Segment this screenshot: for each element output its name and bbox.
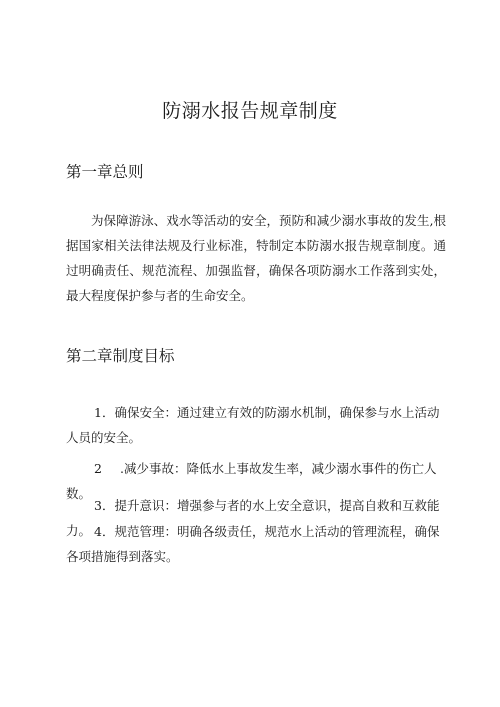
goal-item-text: ．提升意识：增强参与者的水上安全意识，提高自救和互救能力。 xyxy=(66,498,440,538)
chapter-2-heading: 第二章制度目标 xyxy=(66,347,175,365)
goal-item-4 xyxy=(66,519,446,569)
goal-item-1 xyxy=(66,400,446,450)
goal-item-text: ．确保安全：通过建立有效的防溺水机制，确保参与水上活动人员的安全。 xyxy=(66,405,440,445)
goal-item-text: ．规范管理：明确各级责任，规范水上活动的管理流程，确保各项措施得到落实。 xyxy=(66,524,440,564)
goal-item-text: .减少事故：降低水上事故发生率，减少溺水事件的伤亡人数。 xyxy=(66,461,437,501)
goal-item-number: 1 xyxy=(94,405,102,420)
goal-item-number: 2 xyxy=(94,461,102,476)
chapter-1-paragraph: 为保障游泳、戏水等活动的安全，预防和减少溺水事故的发生,根据国家相关法律法规及行业标准，特制定本防溺水报告规章制度。通过明确责任、规范流程、加强监督，确保各项防溺水工作落到实处，最大程度保护参与者的生命安全。 xyxy=(66,213,446,303)
document-title: 防溺水报告规章制度 xyxy=(162,100,338,122)
goal-item-number: 4 xyxy=(94,524,102,539)
chapter-1-heading: 第一章总则 xyxy=(66,163,144,181)
goal-item-number: 3 xyxy=(94,498,102,513)
